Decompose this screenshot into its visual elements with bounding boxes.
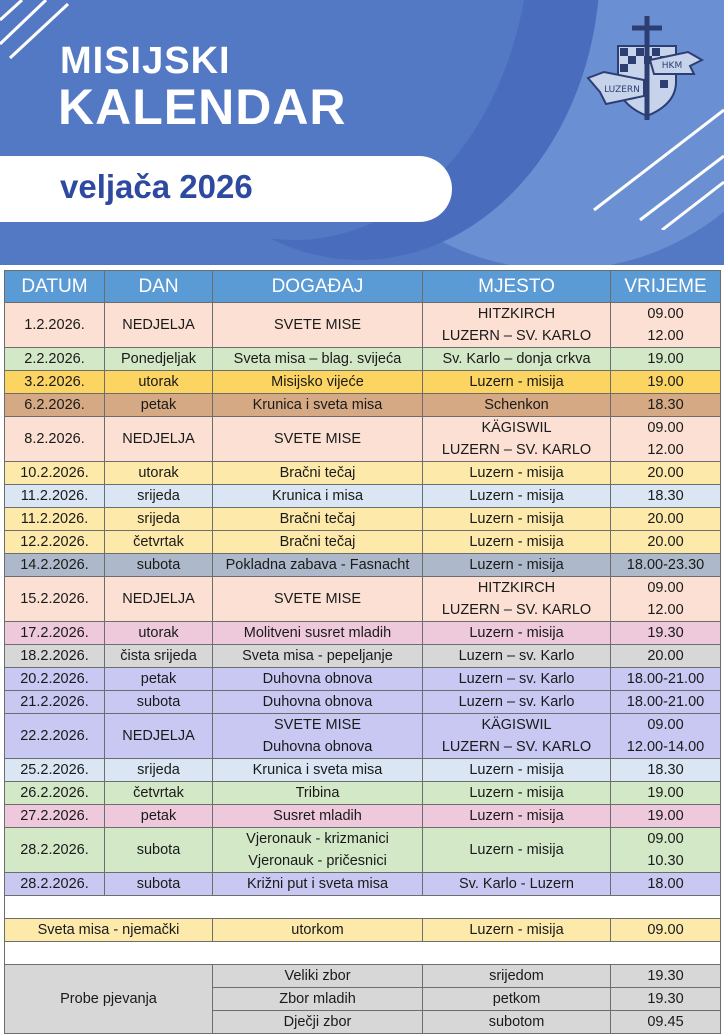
place-cell-line: Sv. Karlo – donja crkva [442,351,591,367]
date-cell: 17.2.2026. [5,622,105,645]
day-cell: čista srijeda [105,645,213,668]
time-cell-line: 18.00 [647,876,684,892]
date-cell: 20.2.2026. [5,668,105,691]
day-cell: subota [105,691,213,714]
place-cell-line: Luzern - misija [469,534,564,550]
event-cell [213,759,423,782]
table-row [5,508,721,531]
table-row [5,417,721,462]
date-cell: 25.2.2026. [5,759,105,782]
place-cell-line: Luzern - misija [469,557,564,573]
table-row [5,554,721,577]
time-cell-line: 12.00-14.00 [626,739,705,755]
place-cell [423,303,611,348]
table-row [5,531,721,554]
date-cell: 10.2.2026. [5,462,105,485]
place-cell [423,462,611,485]
time-cell-line: 18.30 [647,488,684,504]
calendar-table [4,270,721,1034]
date-cell: 14.2.2026. [5,554,105,577]
time-cell-line: 19.00 [647,785,684,801]
choir-day: petkom [423,988,611,1011]
place-cell-line: LUZERN – SV. KARLO [441,739,592,755]
date-cell: 28.2.2026. [5,828,105,873]
place-cell-line: Schenkon [484,397,549,413]
time-cell-line: 20.00 [647,465,684,481]
table-row [5,645,721,668]
place-cell [423,645,611,668]
table-row [5,805,721,828]
table-header-row [5,271,721,303]
time-cell [611,782,721,805]
date-cell: 3.2.2026. [5,371,105,394]
place-cell-line: Luzern - misija [469,785,564,801]
time-cell-line: 19.00 [647,374,684,390]
date-cell: 11.2.2026. [5,508,105,531]
month-banner [0,156,452,222]
date-cell: 28.2.2026. [5,873,105,896]
col-header-event: DOGAĐAJ [213,271,423,303]
time-cell-line: 09.00 [647,580,684,596]
event-cell [213,303,423,348]
place-cell [423,873,611,896]
time-cell [611,554,721,577]
table-row [5,691,721,714]
time-cell-line: 20.00 [647,534,684,550]
choir-day: srijedom [423,965,611,988]
place-cell-line: Luzern - misija [469,762,564,778]
date-cell: 2.2.2026. [5,348,105,371]
event-cell-line: Pokladna zabava - Fasnacht [225,557,410,573]
table-row [5,462,721,485]
day-cell: srijeda [105,508,213,531]
date-cell: 15.2.2026. [5,577,105,622]
place-cell [423,691,611,714]
day-cell: subota [105,828,213,873]
date-cell: 1.2.2026. [5,303,105,348]
place-cell-line: Luzern - misija [469,511,564,527]
event-cell-line: Krunica i sveta misa [252,762,383,778]
table-row [5,371,721,394]
event-cell [213,691,423,714]
time-cell-line: 18.30 [647,397,684,413]
event-cell-line: Bračni tečaj [279,465,356,481]
time-cell-line: 18.00-21.00 [626,671,705,687]
event-cell-line: Krunica i sveta misa [252,397,383,413]
place-cell [423,759,611,782]
time-cell [611,873,721,896]
col-header-time: VRIJEME [611,271,721,303]
event-cell [213,782,423,805]
day-cell: utorak [105,462,213,485]
time-cell [611,417,721,462]
time-cell [611,645,721,668]
time-cell [611,691,721,714]
place-cell [423,417,611,462]
event-cell-line: Bračni tečaj [279,511,356,527]
day-cell: srijeda [105,759,213,782]
event-cell-line: Krunica i misa [271,488,364,504]
table-row [5,668,721,691]
event-cell-line: Vjeronauk - pričesnici [248,853,387,869]
place-cell [423,371,611,394]
event-cell [213,805,423,828]
event-cell-line: Vjeronauk - krizmanici [246,831,389,847]
place-cell-line: LUZERN – SV. KARLO [441,328,592,344]
event-cell-line: Duhovna obnova [262,694,373,710]
place-cell-line: Luzern - misija [469,625,564,641]
day-cell: srijeda [105,485,213,508]
place-cell-line: Luzern - misija [469,374,564,390]
time-cell [611,805,721,828]
calendar-body [5,303,721,1034]
event-cell-line: Susret mladih [273,808,362,824]
choir-day: subotom [423,1011,611,1034]
event-cell [213,348,423,371]
place-cell-line: LUZERN – SV. KARLO [441,442,592,458]
time-cell [611,759,721,782]
time-cell [611,828,721,873]
place-cell-line: LUZERN – SV. KARLO [441,602,592,618]
col-header-place: MJESTO [423,271,611,303]
event-cell-line: Duhovna obnova [262,671,373,687]
place-cell-line: KÄGISWIL [481,717,552,733]
event-cell-line: SVETE MISE [273,717,362,733]
event-cell [213,371,423,394]
event-cell-line: Sveta misa – blag. svijeća [233,351,402,367]
place-cell-line: Luzern – sv. Karlo [458,648,575,664]
event-cell [213,554,423,577]
place-cell-line: Luzern - misija [469,465,564,481]
event-cell [213,394,423,417]
time-cell-line: 12.00 [647,442,684,458]
place-cell [423,714,611,759]
date-cell: 27.2.2026. [5,805,105,828]
time-cell [611,622,721,645]
german-mass-place: Luzern - misija [423,919,611,942]
event-cell-line: Misijsko vijeće [271,374,364,390]
time-cell-line: 19.30 [647,625,684,641]
table-row [5,348,721,371]
day-cell: petak [105,668,213,691]
time-cell [611,577,721,622]
place-cell [423,828,611,873]
day-cell: četvrtak [105,782,213,805]
event-cell-line: Bračni tečaj [279,534,356,550]
day-cell: NEDJELJA [105,714,213,759]
event-cell-line: Molitveni susret mladih [243,625,392,641]
place-cell-line: Luzern - misija [469,808,564,824]
table-row [5,622,721,645]
spacer-cell [5,896,721,919]
time-cell-line: 12.00 [647,602,684,618]
time-cell-line: 19.00 [647,808,684,824]
choir-group: Dječji zbor [213,1011,423,1034]
time-cell-line: 09.00 [647,717,684,733]
time-cell-line: 20.00 [647,511,684,527]
place-cell [423,622,611,645]
event-cell [213,645,423,668]
table-row [5,577,721,622]
spacer-row [5,942,721,965]
cross-shield-logo-icon [584,12,708,124]
event-cell-line: Križni put i sveta misa [246,876,389,892]
table-row [5,759,721,782]
place-cell [423,805,611,828]
choir-row [5,965,721,988]
event-cell-line: Sveta misa - pepeljanje [242,648,393,664]
place-cell-line: KÄGISWIL [481,420,552,436]
event-cell [213,714,423,759]
place-cell-line: Luzern – sv. Karlo [458,671,575,687]
event-cell [213,622,423,645]
event-cell [213,577,423,622]
event-cell-line: Duhovna obnova [262,739,373,755]
day-cell: NEDJELJA [105,577,213,622]
date-cell: 11.2.2026. [5,485,105,508]
place-cell [423,348,611,371]
day-cell: Ponedjeljak [105,348,213,371]
place-cell [423,485,611,508]
place-cell-line: HITZKIRCH [477,580,556,596]
place-cell-line: Luzern - misija [469,842,564,858]
time-cell [611,462,721,485]
day-cell: utorak [105,622,213,645]
time-cell [611,394,721,417]
title-line-2: KALENDAR [58,79,347,135]
col-header-date: DATUM [5,271,105,303]
event-cell [213,485,423,508]
day-cell: četvrtak [105,531,213,554]
time-cell-line: 09.00 [647,420,684,436]
date-cell: 6.2.2026. [5,394,105,417]
german-mass-label: Sveta misa - njemački [5,919,213,942]
header-banner [0,0,724,265]
time-cell [611,531,721,554]
german-mass-time: 09.00 [611,919,721,942]
table-row [5,303,721,348]
german-mass-day: utorkom [213,919,423,942]
time-cell-line: 18.00-23.30 [626,557,705,573]
date-cell: 8.2.2026. [5,417,105,462]
choir-time: 09.45 [611,1011,721,1034]
choir-time: 19.30 [611,988,721,1011]
time-cell-line: 10.30 [647,853,684,869]
table-row [5,714,721,759]
day-cell: subota [105,873,213,896]
event-cell [213,873,423,896]
choir-group: Veliki zbor [213,965,423,988]
time-cell [611,485,721,508]
choir-time: 19.30 [611,965,721,988]
time-cell [611,371,721,394]
event-cell-line: SVETE MISE [273,317,362,333]
german-mass-row [5,919,721,942]
table-row [5,873,721,896]
date-cell: 22.2.2026. [5,714,105,759]
time-cell-line: 09.00 [647,831,684,847]
time-cell-line: 09.00 [647,306,684,322]
event-cell-line: SVETE MISE [273,591,362,607]
logo-text-hkm: HKM [661,61,683,71]
time-cell-line: 20.00 [647,648,684,664]
event-cell [213,462,423,485]
time-cell-line: 12.00 [647,328,684,344]
choir-group: Zbor mladih [213,988,423,1011]
date-cell: 18.2.2026. [5,645,105,668]
place-cell [423,782,611,805]
day-cell: NEDJELJA [105,417,213,462]
day-cell: petak [105,805,213,828]
event-cell [213,417,423,462]
date-cell: 26.2.2026. [5,782,105,805]
place-cell-line: Sv. Karlo - Luzern [459,876,574,892]
day-cell: utorak [105,371,213,394]
choir-label: Probe pjevanja [5,965,213,1034]
event-cell [213,531,423,554]
time-cell-line: 18.00-21.00 [626,694,705,710]
place-cell-line: Luzern – sv. Karlo [458,694,575,710]
table-row [5,394,721,417]
date-cell: 21.2.2026. [5,691,105,714]
col-header-day: DAN [105,271,213,303]
date-cell: 12.2.2026. [5,531,105,554]
day-cell: petak [105,394,213,417]
place-cell-line: HITZKIRCH [477,306,556,322]
time-cell [611,508,721,531]
event-cell [213,668,423,691]
time-cell [611,348,721,371]
day-cell: NEDJELJA [105,303,213,348]
place-cell [423,394,611,417]
place-cell [423,554,611,577]
time-cell-line: 18.30 [647,762,684,778]
spacer-row [5,896,721,919]
day-cell: subota [105,554,213,577]
event-cell [213,828,423,873]
place-cell [423,668,611,691]
place-cell [423,531,611,554]
time-cell [611,668,721,691]
logo-text-luzern: LUZERN [604,85,640,95]
event-cell-line: Tribina [295,785,340,801]
table-row [5,782,721,805]
month-title: veljača 2026 [60,168,253,205]
time-cell [611,303,721,348]
time-cell [611,714,721,759]
place-cell [423,508,611,531]
place-cell [423,577,611,622]
event-cell-line: SVETE MISE [273,431,362,447]
event-cell [213,508,423,531]
title-line-1: MISIJSKI [60,40,231,82]
time-cell-line: 19.00 [647,351,684,367]
spacer-cell [5,942,721,965]
table-row [5,828,721,873]
place-cell-line: Luzern - misija [469,488,564,504]
table-row [5,485,721,508]
